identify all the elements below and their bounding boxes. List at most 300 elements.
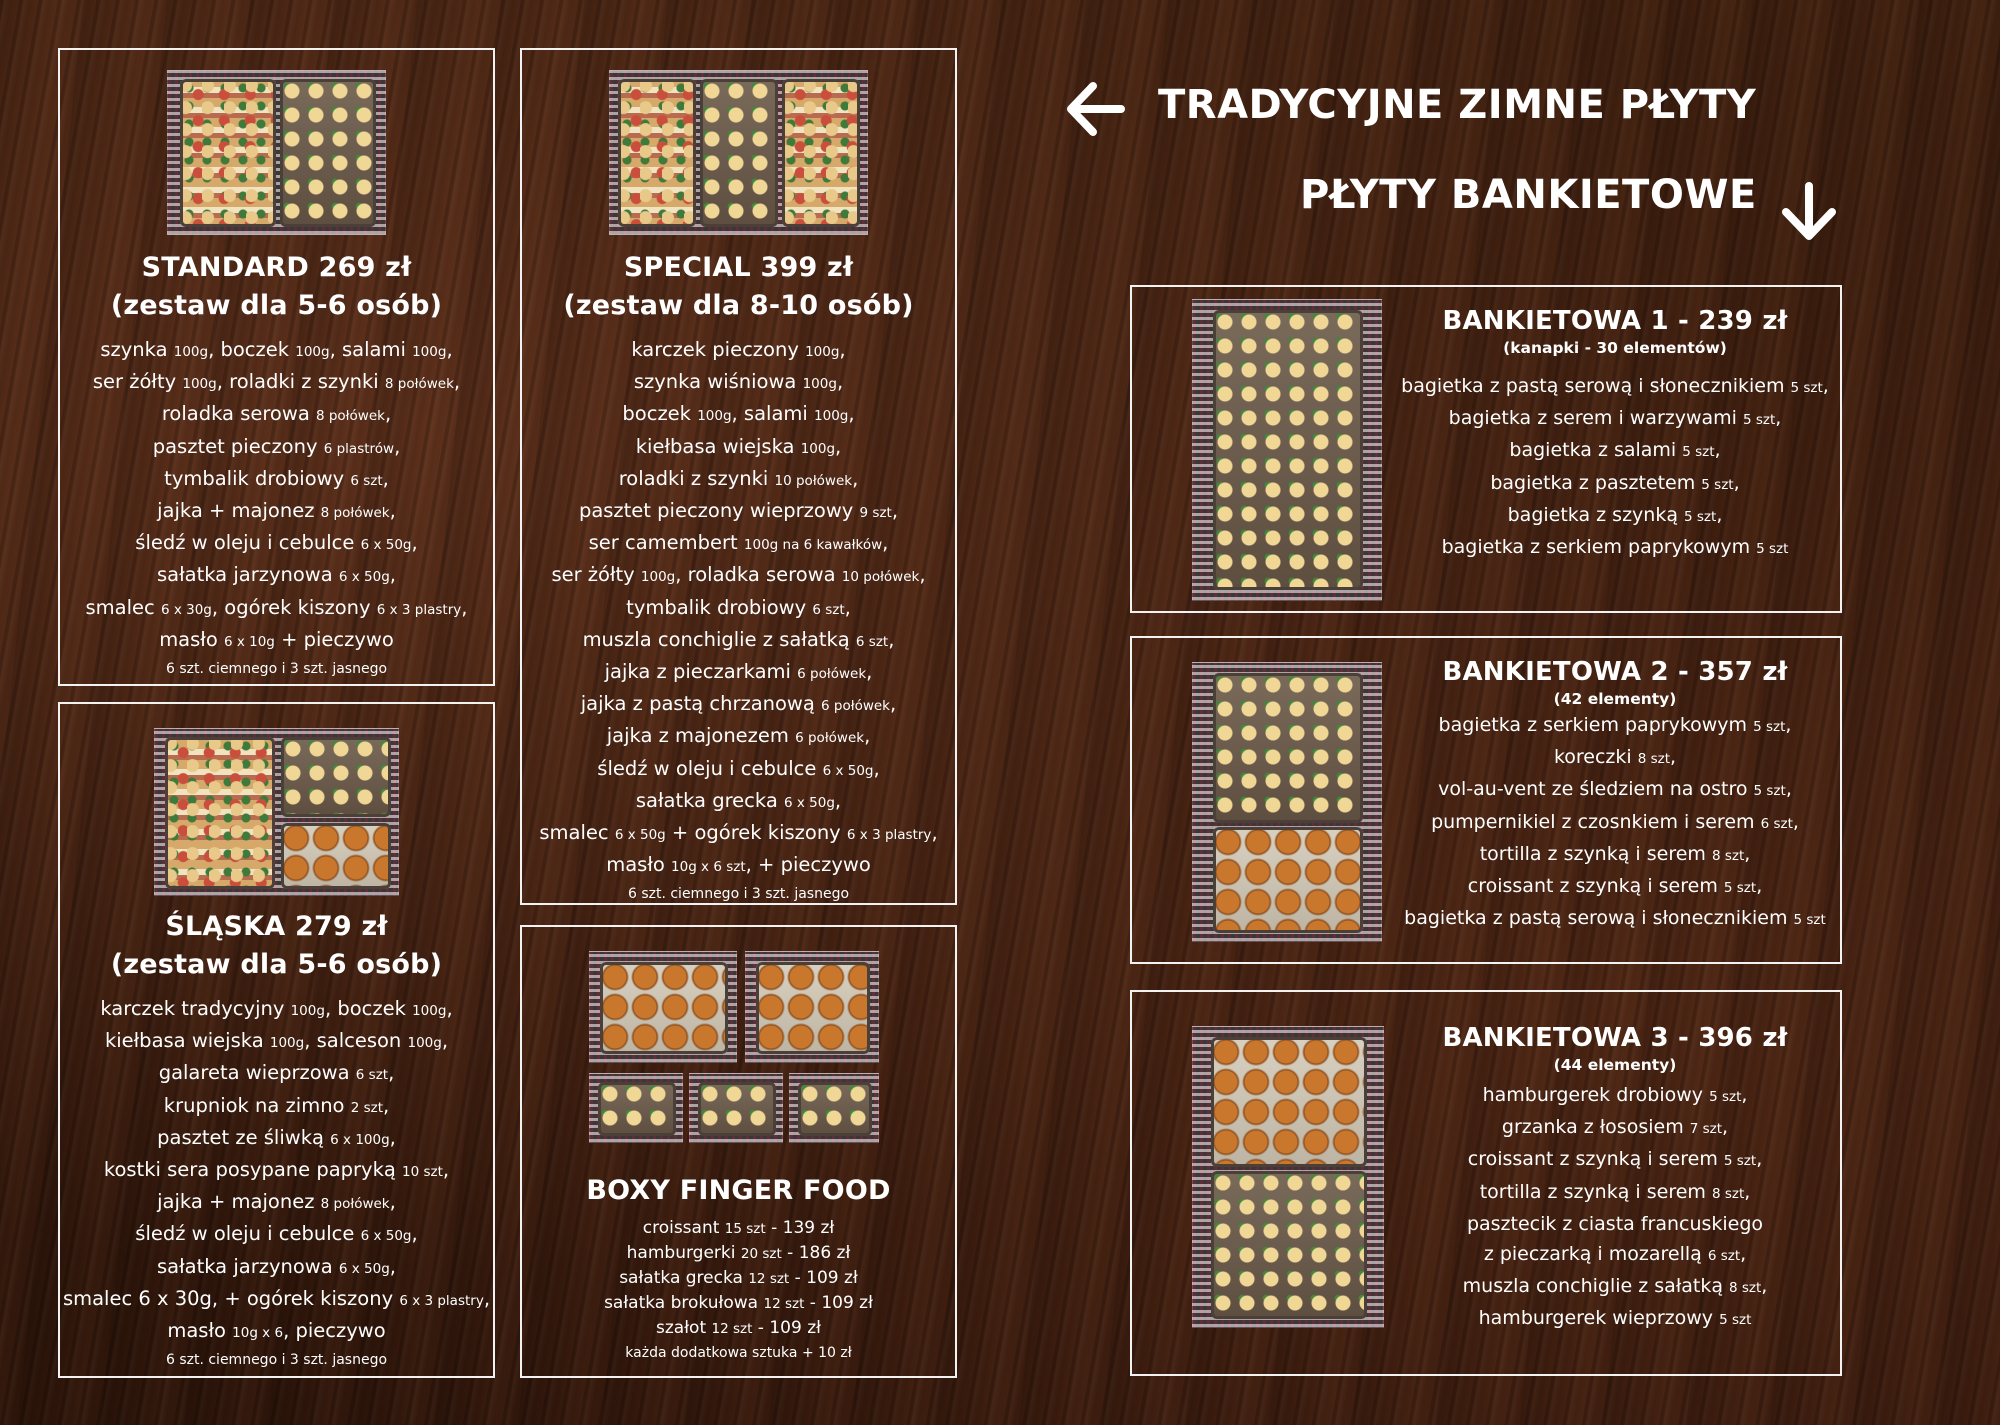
item-text: bagietka z szynką [1507,503,1685,526]
item-text: bagietka z pastą serową i słonecznikiem [1401,375,1791,397]
item-quantity: 6 szt [812,601,845,618]
item-text: szynka wiśniowa [633,370,803,394]
menu-item-line [522,1241,955,1266]
item-text: śledź w oleju i cebulce [135,1222,361,1246]
menu-item-line [522,1216,955,1241]
menu-item-line [1392,1271,1838,1303]
item-quantity: 5 szt [1709,1089,1742,1105]
item-quantity: 6 x 50g [360,537,412,554]
item-text: tymbalik drobiowy [626,595,813,619]
item-quantity: 5 szt [1790,380,1823,396]
menu-item-line [522,754,955,786]
menu-item-line [60,593,493,625]
item-text: , [382,466,389,490]
item-text: szałot [656,1318,712,1338]
item-quantity: 100g [802,376,837,393]
menu-item-line [60,399,493,431]
item-quantity: 100g [800,440,836,457]
item-text: , [384,402,392,426]
standard-bread-note: 6 szt. ciemnego i 3 szt. jasnego [165,661,388,678]
menu-item-line [522,1291,955,1316]
item-text: kiełbasa wiejska [635,434,801,458]
bankietowa-3-items [1392,1080,1838,1336]
item-text: muszla conchiglie z sałatką [1462,1275,1729,1298]
item-text: - 109 zł [804,1293,873,1313]
item-text: , ogórek kiszony [211,595,377,619]
menu-item-line [60,335,493,367]
item-text: bagietka z pasztetem [1490,471,1702,494]
menu-item-line [60,464,493,496]
item-text: , [1775,407,1782,430]
item-quantity: 6 połówek [795,730,865,747]
item-text: , [864,724,871,748]
item-text: , [1785,714,1792,736]
menu-item-line [60,1219,493,1251]
item-text: , [446,338,453,361]
item-quantity: 8 połówek [384,376,454,393]
item-text: smalec [85,595,161,619]
item-quantity: 100g [814,408,849,425]
item-text: , [882,531,889,555]
item-text: krupniok na zimno [163,1093,351,1117]
menu-item-line [522,464,955,496]
item-text: galareta wieprzowa [158,1061,356,1085]
item-text: pasztet pieczony wieprzowy [578,499,860,523]
item-text: pasztet ze śliwką [157,1125,331,1149]
special-items [522,335,955,882]
item-quantity: 5 szt [1723,880,1757,897]
menu-item-line [60,528,493,560]
item-text: , [394,434,401,458]
item-text: croissant z szynką i serem [1467,1148,1724,1171]
item-quantity: 100g [295,344,330,360]
menu-item-line [60,1284,493,1316]
item-quantity: 100g [805,344,840,360]
item-text: szynka [100,338,174,361]
item-text: hamburgerek wieprzowy [1478,1307,1720,1330]
menu-item-line [1392,435,1838,467]
item-quantity: 8 szt [1729,1280,1762,1297]
menu-item-line [60,1026,493,1058]
menu-item-line [522,625,955,657]
item-quantity: 12 szt [748,1271,790,1287]
slaska-title: ŚLĄSKA 279 zł [165,911,388,942]
item-quantity: 2 szt [350,1099,383,1116]
item-quantity: 6 x 10g [223,633,275,650]
boxy-finger-food-card [520,925,957,1378]
menu-item-line [1392,1239,1838,1271]
menu-item-line [522,818,955,850]
item-quantity: 10g x 6 szt [671,859,746,876]
item-quantity: 8 szt [1637,751,1671,768]
item-quantity: 6 x 50g [338,1260,390,1277]
item-text: , [483,1286,491,1310]
item-quantity: 100g [697,408,732,425]
menu-item-line [60,496,493,528]
menu-item-line [1392,903,1838,935]
item-text: , [834,788,842,812]
item-text: sałatka grecka [635,788,784,812]
item-text: ser żółty [551,563,641,587]
bankietowa-1-title: BANKIETOWA 1 - 239 zł [1442,306,1788,336]
item-text: , boczek [324,997,413,1020]
item-text: masło [159,627,224,651]
item-text: roladka serowa [161,402,316,426]
item-quantity: 5 szt [1719,1312,1752,1329]
menu-item-line [60,625,493,657]
item-quantity: 6 x 100g [330,1131,390,1148]
menu-item-line [60,1155,493,1187]
item-text: , + pieczywo [745,853,871,877]
item-text: tortilla z szynką i serem [1479,1180,1712,1203]
item-text: bagietka z serkiem paprykowym [1441,536,1757,559]
item-text: , boczek [208,338,296,361]
item-text: jajka + majonez [157,1190,321,1214]
item-quantity: 6 x 30g [160,601,212,618]
item-text: masło [167,1319,233,1343]
item-text: vol-au-vent ze śledziem na ostro [1438,778,1754,801]
item-quantity: 5 szt [1701,476,1734,493]
item-text: roladki z szynki [618,466,775,490]
menu-item-line [1392,1112,1838,1144]
item-text: , [389,1254,396,1278]
item-text: - 109 zł [789,1268,858,1288]
item-text: , roladka serowa [675,563,842,587]
item-text: , [1714,439,1721,462]
menu-item-line [1392,500,1838,532]
item-text: , [442,1158,450,1182]
item-text: , [441,1029,449,1053]
item-text: karczek tradycyjny [100,997,291,1020]
item-quantity: 5 szt [1682,444,1715,461]
menu-item-line [522,528,955,560]
item-quantity: 15 szt [724,1221,766,1237]
item-text: jajka z majonezem [606,724,796,748]
menu-item-line [1392,1209,1838,1239]
item-text: bagietka z serem i warzywami [1448,407,1743,430]
item-quantity: 5 szt [1723,1153,1757,1170]
menu-item-line [60,560,493,592]
item-text: sałatka grecka [619,1268,749,1288]
item-text: pumpernikiel z czosnkiem i serem [1431,810,1761,833]
item-text: , [1670,746,1677,769]
menu-item-line [522,496,955,528]
item-quantity: 6 szt [350,472,383,489]
item-quantity: 8 szt [1711,1185,1745,1202]
item-text: , salami [329,338,413,361]
item-text: jajka z pieczarkami [604,660,798,684]
menu-item-line [1392,1144,1838,1176]
item-quantity: 5 szt [1742,412,1776,429]
item-text: , [866,660,873,684]
menu-item-line [1392,839,1838,871]
item-text: , [389,563,396,587]
item-text: , [873,756,880,780]
menu-item-line [522,721,955,753]
item-text: pasztet pieczony [152,434,324,458]
menu-item-line [60,1058,493,1090]
item-text: karczek pieczony [631,338,806,361]
item-text: , [1733,471,1740,494]
item-text: , [1761,1275,1768,1298]
item-quantity: 10 szt [402,1164,443,1181]
bankietowa-3-subtitle: (44 elementy) [1553,1056,1677,1074]
item-text: , [382,1093,390,1117]
menu-item-line [60,1252,493,1284]
item-quantity: 100g [412,1003,447,1019]
item-quantity: 6 x 50g [614,827,666,844]
menu-item-line [522,593,955,625]
item-text: masło [606,853,672,877]
item-text: , [852,466,859,490]
menu-item-line [1392,1080,1838,1112]
item-text: , [1822,375,1829,397]
bankietowa-2-card [1130,636,1842,964]
item-quantity: 6 plastrów [323,440,395,457]
special-set-card [520,48,957,905]
menu-item-line [60,1123,493,1155]
item-quantity: 8 połówek [315,408,385,425]
item-text: muszla conchiglie z sałatką [582,627,856,651]
item-text: sałatka jarzynowa [156,563,339,587]
item-quantity: 6 szt [1707,1248,1741,1265]
item-quantity: 6 x 3 plastry [399,1292,484,1309]
bankietowa-2-items [1392,710,1838,935]
item-text: jajka z pastą chrzanową [580,692,822,716]
menu-item-line [522,657,955,689]
item-quantity: 5 szt [1753,783,1786,800]
item-quantity: 100g [182,376,217,393]
menu-item-line [1392,468,1838,500]
item-quantity: 5 szt [1756,541,1789,558]
menu-item-line [60,994,493,1026]
item-text: , [1744,1180,1751,1203]
item-text: , [844,595,851,619]
item-text: , [411,531,418,555]
item-text: , [835,434,842,458]
item-quantity: 6 x 3 plastry [376,601,462,618]
slaska-set-card [58,702,495,1378]
item-text: smalec 6 x 30g, + ogórek kiszony [62,1286,400,1310]
item-text: - 186 zł [781,1243,851,1263]
menu-item-line [522,850,955,882]
item-text: , [1741,1084,1748,1106]
bankietowa-2-subtitle: (42 elementy) [1553,690,1677,708]
menu-item-line [522,1266,955,1291]
item-text: - 109 zł [752,1318,821,1338]
item-text: hamburgerki [626,1243,741,1263]
item-text: , [1716,503,1723,526]
menu-item-line [60,1091,493,1123]
item-quantity: 100g [412,344,447,360]
item-quantity: 7 szt [1689,1121,1723,1138]
item-text: , [891,499,899,523]
arrow-left-icon [1063,80,1125,138]
bankietowa-3-title: BANKIETOWA 3 - 396 zł [1442,1023,1788,1053]
slaska-bread-note: 6 szt. ciemnego i 3 szt. jasnego [165,1352,388,1369]
slaska-set-photo [154,728,399,896]
arrow-down-icon [1778,178,1840,244]
menu-item-line [60,1316,493,1348]
standard-items [60,335,493,657]
item-text: , [1785,778,1792,801]
item-quantity: 10 połówek [774,472,853,489]
menu-item-line [1392,403,1838,435]
bankietowa-3-card [1130,990,1842,1376]
item-text: , [1722,1116,1729,1139]
item-quantity: 100g [640,569,676,586]
item-text: , [1756,1148,1763,1171]
item-text: , [919,563,926,587]
item-quantity: 5 szt [1753,719,1786,735]
item-text: smalec [539,821,615,845]
item-quantity: 12 szt [763,1296,805,1312]
item-quantity: 6 połówek [797,666,867,683]
item-text: grzanka z łososiem [1501,1116,1690,1139]
item-quantity: 8 szt [1711,847,1745,864]
menu-item-line [522,1316,955,1341]
item-text: , salami [731,402,815,426]
item-text: + pieczywo [274,627,394,651]
item-quantity: 5 szt [1793,912,1826,929]
item-text: , [453,370,461,394]
item-quantity: 6 szt [855,633,889,650]
bankietowa-3-photo [1192,1026,1384,1328]
boxy-photos [589,951,889,1146]
item-text: jajka + majonez [157,499,321,523]
menu-item-line [1392,710,1838,742]
item-quantity: 5 szt [1684,508,1717,525]
special-set-photo [609,70,868,235]
item-text: pasztecik z ciasta francuskiego [1466,1212,1764,1235]
item-quantity: 6 x 3 plastry [846,827,932,844]
menu-item-line [1392,742,1838,774]
menu-item-line [1392,1177,1838,1209]
bankietowa-1-items [1392,371,1838,564]
item-quantity: 100g [407,1035,442,1052]
item-text: , [1740,1243,1747,1266]
item-text: z pieczarką i mozarellą [1483,1243,1708,1266]
item-text: croissant [642,1218,725,1238]
menu-item-line [1392,532,1838,564]
item-text: , [839,338,846,361]
item-quantity: 6 szt [355,1067,389,1084]
menu-item-line [1392,371,1838,403]
item-text: , [389,1125,396,1149]
item-text: bagietka z serkiem paprykowym [1438,714,1754,736]
item-text: śledź w oleju i cebulce [597,756,823,780]
item-text: bagietka z pastą serową i słonecznikiem [1404,907,1794,930]
item-text: , roladki z szynki [216,370,385,394]
item-text: , [931,821,938,845]
menu-item-line [522,432,955,464]
special-bread-note: 6 szt. ciemnego i 3 szt. jasnego [627,886,850,903]
item-quantity: 6 połówek [821,698,891,715]
item-text: , [888,627,895,651]
item-text: , [848,402,855,426]
special-subtitle: (zestaw dla 8-10 osób) [563,290,914,321]
item-text: tortilla z szynką i serem [1479,842,1712,865]
item-text: , [1744,842,1751,865]
item-text: , pieczywo [283,1319,386,1343]
item-quantity: 6 szt [1760,815,1793,832]
boxy-title: BOXY FINGER FOOD [586,1175,891,1206]
standard-subtitle: (zestaw dla 5-6 osób) [110,290,443,321]
item-text: , [389,499,396,523]
menu-item-line [522,367,955,399]
item-quantity: 100g [269,1035,305,1052]
header-traditional-cold-platters: TRADYCYJNE ZIMNE PŁYTY [1158,82,1757,128]
item-text: bagietka z salami [1509,439,1683,462]
item-text: croissant z szynką i serem [1467,875,1724,898]
item-text: , [411,1222,418,1246]
item-quantity: 8 połówek [320,1196,390,1213]
item-quantity: 12 szt [711,1321,753,1337]
header-banquet-platters: PŁYTY BANKIETOWE [1300,172,1757,218]
standard-set-card [58,48,495,686]
item-quantity: 6 x 50g [784,794,835,811]
item-text: koreczki [1553,746,1638,769]
standard-title: STANDARD 269 zł [141,252,412,283]
menu-item-line [1392,1303,1838,1335]
item-quantity: 8 połówek [320,505,390,522]
item-text: sałatka jarzynowa [156,1254,339,1278]
standard-set-photo [167,70,386,235]
item-text: , [461,595,468,619]
menu-item-line [1392,871,1838,903]
menu-item-line [522,560,955,592]
menu-item-line [1392,774,1838,806]
item-text: kiełbasa wiejska [104,1029,270,1053]
item-quantity: 100g na 6 kawałków [743,537,883,554]
item-quantity: 20 szt [740,1246,782,1262]
item-quantity: 100g [173,344,209,360]
special-title: SPECIAL 399 zł [623,252,854,283]
item-quantity: 10g x 6 [232,1325,284,1342]
item-text: sałatka brokułowa [604,1293,764,1313]
menu-item-line [522,689,955,721]
menu-item-line [60,432,493,464]
item-quantity: 9 szt [859,505,892,522]
bankietowa-2-title: BANKIETOWA 2 - 357 zł [1442,657,1788,687]
bankietowa-2-photo [1192,662,1382,942]
item-text: , [388,1061,395,1085]
item-text: , [389,1190,396,1214]
item-quantity: 6 x 50g [822,762,874,779]
item-text: ser camembert [588,531,744,555]
item-text: , [1756,875,1763,898]
menu-item-line [522,786,955,818]
item-quantity: 6 x 50g [338,569,390,586]
item-quantity: 6 x 50g [360,1228,412,1245]
item-text: ser żółty [92,370,183,394]
menu-item-line [60,367,493,399]
item-text: , [1792,810,1799,833]
menu-item-line [1392,807,1838,839]
boxy-extra-note: każda dodatkowa sztuka + 10 zł [625,1345,852,1361]
item-text: tymbalik drobiowy [164,466,351,490]
item-text: hamburgerek drobiowy [1482,1084,1710,1106]
boxy-items [522,1216,955,1341]
menu-item-line [522,399,955,431]
item-text: + ogórek kiszony [665,821,847,845]
bankietowa-1-photo [1192,299,1382,601]
slaska-items [60,994,493,1348]
bankietowa-1-subtitle: (kanapki - 30 elementów) [1503,339,1727,357]
item-text: , [836,370,844,394]
item-text: , salceson [304,1029,408,1053]
bankietowa-1-card [1130,285,1842,613]
